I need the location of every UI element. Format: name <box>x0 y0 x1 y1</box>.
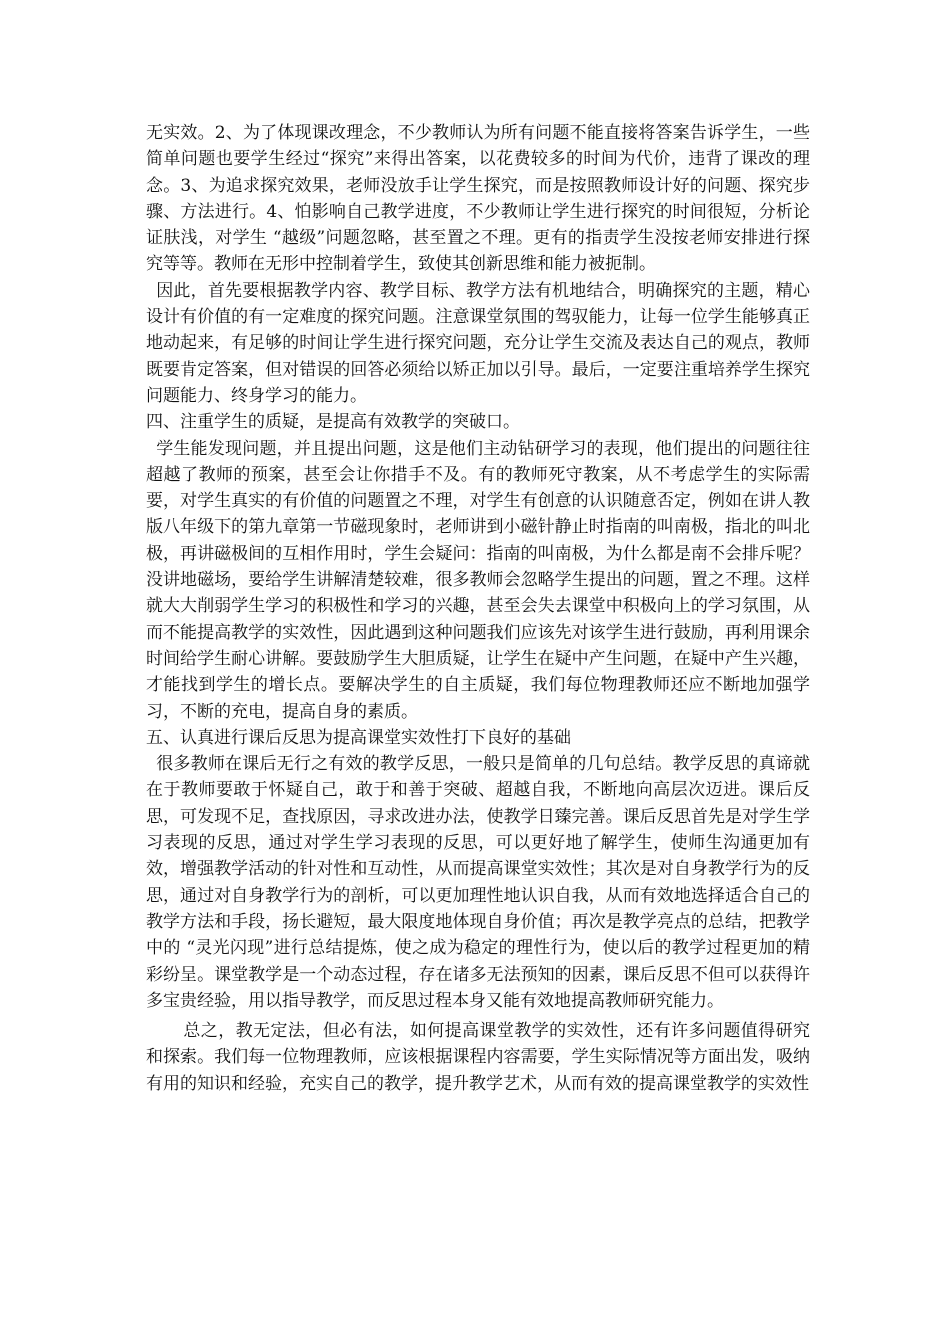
section-heading-five: 五、认真进行课后反思为提高课堂实效性打下良好的基础 <box>146 727 571 748</box>
paragraph-questioning: 学生能发现问题，并且提出问题，这是他们主动钻研学习的表现，他们提出的问题往往超越了教师的预案，甚至会让你措手不及。有的教师死守教案，从不考虑学生的实际需要，对学生真实的有价值的问题置之不理，对学生有创意的认识随意否定，例如在讲人教版八年级下的第九章第一节磁现象时，老师讲到小磁针静止时指南的叫南极，指北的叫北极，再讲磁极间的互相作用时，学生会疑问：指南的叫南极，为什么都是南不会排斥呢？没讲地磁场，要给学生讲解清楚较难，很多教师会忽略学生提出的问题，置之不理。这样就大大削弱学生学习的积极性和学习的兴趣，甚至会失去课堂中积极向上的学习氛围，从而不能提高教学的实效性，因此遇到这种问题我们应该先对该学生进行鼓励，再利用课余时间给学生耐心讲解。要鼓励学生大胆质疑，让学生在疑中产生问题，在疑中产生兴趣，才能找到学生的增长点。要解决学生的自主质疑，我们每位物理教师还应不断地加强学习，不断的充电，提高自身的素质。 <box>146 438 810 722</box>
document-body <box>146 120 810 1097</box>
paragraph-inquiry-problems: 无实效。2、为了体现课改理念，不少教师认为所有问题不能直接将答案告诉学生，一些简单问题也要学生经过“探究”来得出答案，以花费较多的时间为代价，违背了课改的理念。3、为追求探究效果，老师没放手让学生探究，而是按照教师设计好的问题、探究步骤、方法进行。4、怕影响自己教学进度，不少教师让学生进行探究的时间很短，分析论证肤浅，对学生 “越级”问题忽略，甚至置之不理。更有的指责学生没按老师安排进行探究等等。教师在无形中控制着学生，致使其创新思维和能力被扼制。 <box>146 123 810 275</box>
section-heading-four: 四、注重学生的质疑，是提高有效教学的突破口。 <box>146 412 520 433</box>
paragraph-inquiry-solution: 因此，首先要根据教学内容、教学目标、教学方法有机地结合，明确探究的主题，精心设计有价值的有一定难度的探究问题。注意课堂氛围的驾驭能力，让每一位学生能够真正地动起来，有足够的时间让学生进行探究问题，充分让学生交流及表达自己的观点，教师既要肯定答案，但对错误的回答必须给以矫正加以引导。最后，一定要注重培养学生探究问题能力、终身学习的能力。 <box>146 280 810 406</box>
paragraph-conclusion: 总之，教无定法，但必有法，如何提高课堂教学的实效性，还有许多问题值得研究和探索。我们每一位物理教师，应该根据课程内容需要，学生实际情况等方面出发，吸纳有用的知识和经验，充实自己的教学，提升教学艺术，从而有效的提高课堂教学的实效性 <box>146 1021 810 1094</box>
paragraph-reflection: 很多教师在课后无行之有效的教学反思，一般只是简单的几句总结。教学反思的真谛就在于教师要敢于怀疑自己，敢于和善于突破、超越自我，不断地向高层次迈进。课后反思，可发现不足，查找原因，寻求改进办法，使教学日臻完善。课后反思首先是对学生学习表现的反思，通过对学生学习表现的反思，可以更好地了解学生，使师生沟通更加有效，增强教学活动的针对性和互动性，从而提高课堂实效性；其次是对自身教学行为的反思，通过对自身教学行为的剖析，可以更加理性地认识自我，从而有效地选择适合自己的教学方法和手段，扬长避短，最大限度地体现自身价值；再次是教学亮点的总结，把教学中的 “灵光闪现”进行总结提炼，使之成为稳定的理性行为，使以后的教学过程更加的精彩纷呈。课堂教学是一个动态过程，存在诸多无法预知的因素，课后反思不但可以获得许多宝贵经验，用以指导教学，而反思过程本身又能有效地提高教师研究能力。 <box>146 754 810 1011</box>
